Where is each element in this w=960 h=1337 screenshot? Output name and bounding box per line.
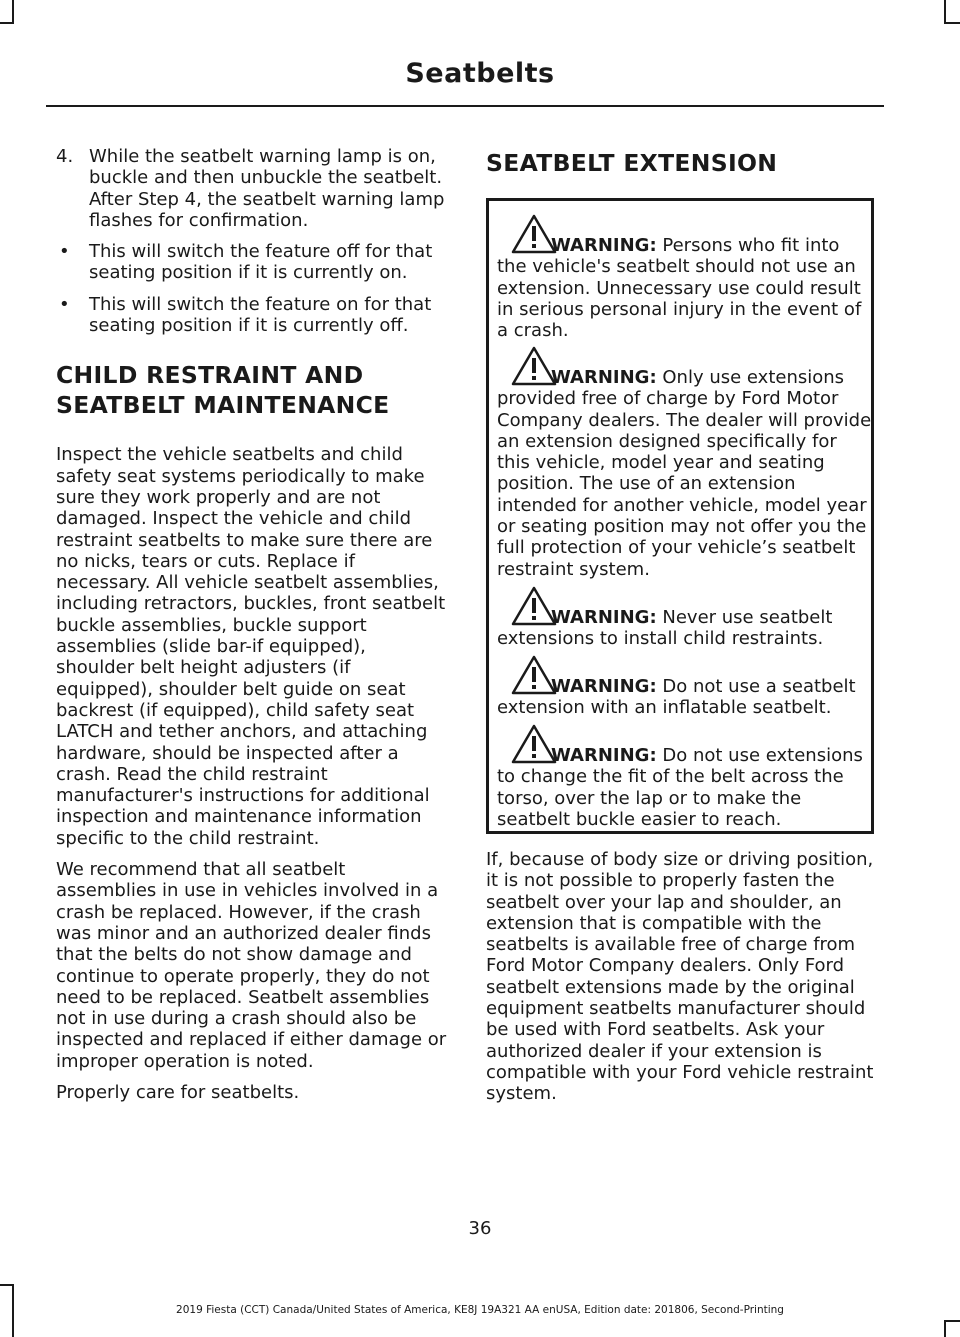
body-paragraph: We recommend that all seatbelt assemblies in use in vehicles involved in a crash be replaced. However, if the crash was minor and an authorized dealer finds that the belts do not show damage and continue to operate properly, they do not need to be replaced. Seatbelt assemblies not in use during a crash should also be inspected and replaced if either damage or improper operation is noted. — [56, 859, 447, 1072]
body-paragraph: If, because of body size or driving position, it is not possible to properly fasten the seatbelt over your lap and shoulder, an extension that is compatible with the seatbelts is available free of charge from Ford Motor Company dealers. Only Ford seatbelt extensions made by the original equipment seatbelts manufacturer should be used with Ford seatbelts. Ask your authorized dealer if your extension is compatible with your Ford vehicle restraint system. — [486, 849, 874, 1105]
warning-text: Only use extensions provided free of charge by Ford Motor Company dealers. The dealer will provide an extension designed specifically for this vehicle, model year and seating position. The use of an extension intended for another vehicle, model year or seating position may not offer you the full protection of your vehicle’s seatbelt restraint system. — [497, 367, 872, 580]
right-column-body — [486, 849, 878, 1115]
warning-triangle-icon — [511, 724, 557, 764]
warning-box — [486, 198, 874, 834]
body-paragraph: Inspect the vehicle seatbelts and child safety seat systems periodically to make sure they work properly and are not damaged. Inspect the vehicle and child restraint seatbelts to make sure there are no nicks, tears or cuts. Replace if necessary. All vehicle seatbelt assemblies, including retractors, buckles, front seatbelt buckle assemblies, buckle support assemblies (slide bar-if equipped), shoulder belt height adjusters (if equipped), shoulder belt guide on seat backrest (if equipped), child safety seat LATCH and tether anchors, and attaching hardware, should be inspected after a crash. Read the child restraint manufacturer's instructions for additional inspection and maintenance information specific to the child restraint. — [56, 444, 446, 849]
warning-label: WARNING: — [551, 607, 657, 628]
warning-label: WARNING: — [551, 235, 657, 256]
warning-label: WARNING: — [551, 367, 657, 388]
warning-text: Do not use extensions to change the fit of the belt across the torso, over the lap or to make the seatbelt buckle easier to reach. — [497, 745, 863, 830]
warning-item — [497, 607, 873, 650]
warning-item — [497, 235, 873, 341]
section-heading — [56, 360, 448, 420]
section-heading-line: CHILD RESTRAINT AND — [56, 361, 364, 390]
page-title: Seatbelts — [405, 58, 555, 89]
warning-item — [497, 676, 873, 719]
warning-item — [497, 745, 873, 830]
crop-mark — [12, 0, 14, 24]
section-heading: SEATBELT EXTENSION — [486, 149, 778, 177]
crop-mark — [0, 1284, 14, 1286]
bullet-text: This will switch the feature on for that seating position if it is currently off. — [89, 293, 432, 337]
bullet-marker: • — [59, 293, 70, 315]
crop-mark — [944, 1320, 960, 1322]
warning-label: WARNING: — [551, 745, 657, 766]
warning-label: WARNING: — [551, 676, 657, 697]
bullet-marker: • — [59, 241, 70, 263]
step-item — [56, 146, 448, 231]
warning-triangle-icon — [511, 346, 557, 386]
section-heading-line: SEATBELT MAINTENANCE — [56, 391, 390, 420]
warning-triangle-icon — [511, 655, 557, 695]
crop-mark — [944, 22, 960, 24]
bullet-item — [56, 294, 448, 337]
crop-mark — [944, 0, 946, 24]
warning-text: Do not use a seatbelt extension with an inflatable seatbelt. — [497, 676, 856, 719]
step-text: While the seatbelt warning lamp is on, buckle and then unbuckle the seatbelt. After Step 4, the seatbelt warning lamp flashes for confirmation. — [89, 146, 445, 231]
left-column — [56, 146, 448, 1113]
warning-text: Never use seatbelt extensions to install child restraints. — [497, 607, 833, 650]
warning-text: Persons who fit into the vehicle's seatbelt should not use an extension. Unnecessary use could result in serious personal injury in the event of a crash. — [497, 235, 862, 342]
crop-mark — [0, 22, 14, 24]
bullet-item — [56, 241, 448, 284]
body-paragraph: Properly care for seatbelts. — [56, 1081, 300, 1103]
crop-mark — [944, 1320, 946, 1337]
warning-triangle-icon — [511, 214, 557, 254]
warning-triangle-icon — [511, 586, 557, 626]
bullet-text: This will switch the feature off for that seating position if it is currently on. — [89, 241, 433, 284]
right-column — [486, 146, 878, 178]
footer-text: 2019 Fiesta (CCT) Canada/United States of America, KE8J 19A321 AA enUSA, Edition date: 201806, Second-Printing — [176, 1304, 784, 1316]
header-divider — [46, 105, 884, 107]
page-number: 36 — [468, 1218, 492, 1239]
warning-item — [497, 367, 873, 580]
step-number: 4. — [56, 146, 74, 167]
